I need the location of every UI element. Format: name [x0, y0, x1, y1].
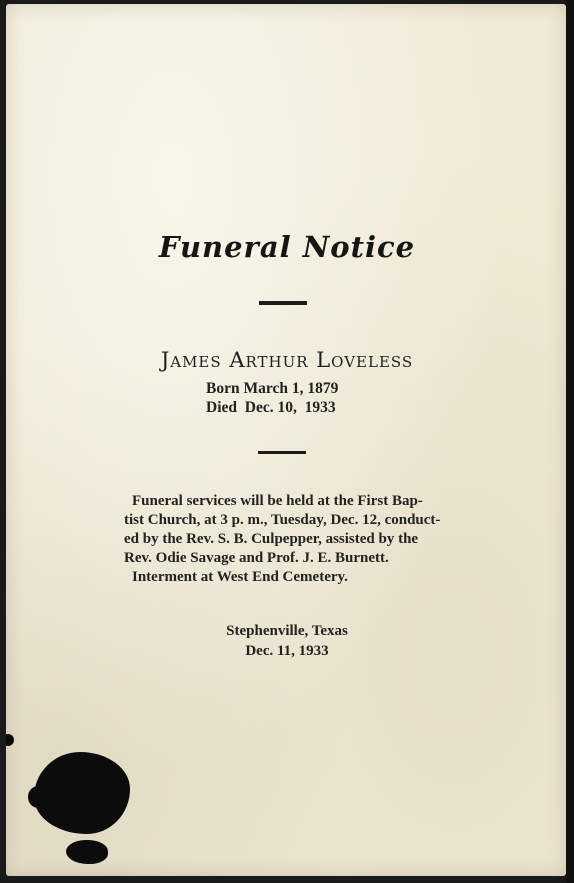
location-dateline — [6, 621, 566, 661]
born-date: Born March 1, 1879 — [206, 380, 339, 397]
notice-date: Dec. 11, 1933 — [245, 643, 329, 659]
location: Stephenville, Texas — [226, 623, 348, 639]
died-date: Died Dec. 10, 1933 — [206, 399, 336, 416]
divider-top — [259, 301, 307, 305]
service-line: tist Church, at 3 p. m., Tuesday, Dec. 12, conduct- — [124, 512, 441, 528]
divider-bottom — [258, 451, 306, 454]
service-details — [124, 492, 464, 587]
ink-blot-large — [34, 752, 130, 834]
service-line: Rev. Odie Savage and Prof. J. E. Burnett. — [124, 550, 389, 566]
service-line: Funeral services will be held at the First Bap- — [132, 493, 423, 509]
service-line: ed by the Rev. S. B. Culpepper, assisted by the — [124, 531, 419, 547]
funeral-notice-card — [6, 4, 566, 876]
ink-blot-edge — [28, 786, 48, 808]
notice-title: Funeral Notice — [158, 230, 416, 264]
ink-blot-speck — [6, 734, 14, 746]
deceased-name: James Arthur Loveless — [160, 348, 414, 372]
ink-blot-small — [66, 840, 108, 864]
scan-edge — [566, 0, 574, 883]
life-dates — [206, 379, 338, 417]
interment-line: Interment at West End Cemetery. — [132, 569, 348, 585]
